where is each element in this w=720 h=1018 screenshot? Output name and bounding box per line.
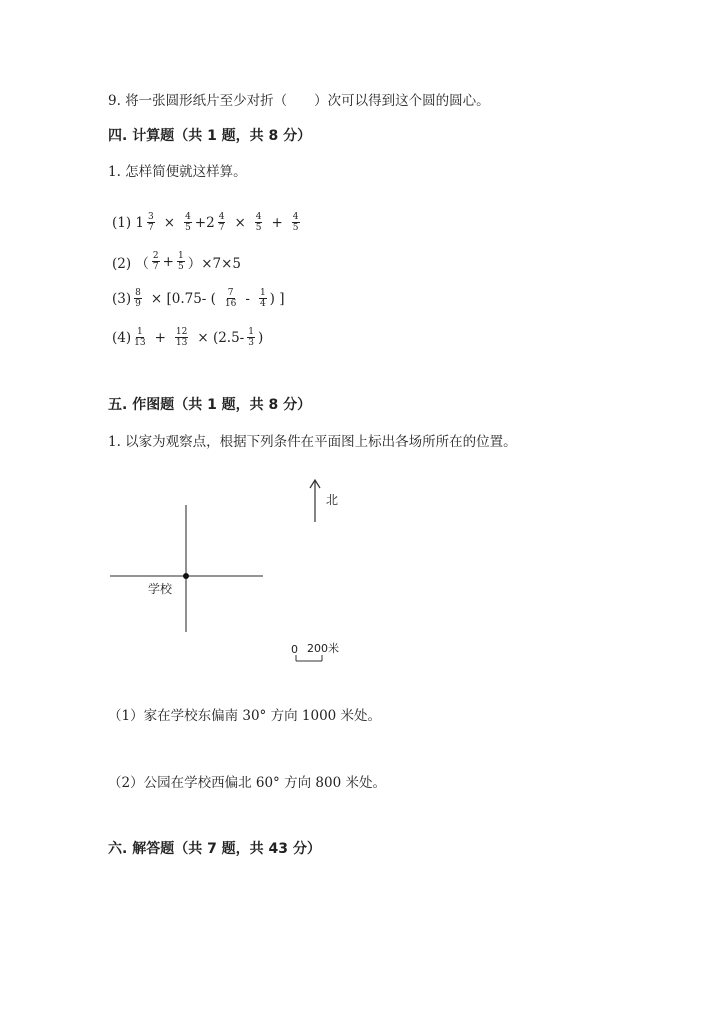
operator: ×	[234, 214, 246, 231]
school-point	[183, 573, 189, 579]
scale-zero: 0	[291, 643, 298, 656]
fraction: 12 13	[175, 327, 188, 348]
expr4-tail: )	[257, 329, 264, 346]
expr1-label: (1) 1	[112, 214, 145, 231]
operator: +	[162, 253, 174, 270]
operator: +	[271, 214, 283, 231]
section-4-heading: 四. 计算题（共 1 题，共 8 分）	[108, 128, 312, 144]
fraction: 4 5	[255, 212, 262, 233]
fraction: 3 7	[148, 212, 154, 233]
fraction: 1 13	[134, 327, 146, 348]
scale-bar	[296, 655, 322, 661]
expr3-label: (3)	[112, 290, 132, 307]
north-label: 北	[326, 493, 339, 507]
fraction: 7 16	[224, 288, 237, 309]
section-5-heading: 五. 作图题（共 1 题，共 8 分）	[108, 397, 312, 413]
fraction: 4 5	[185, 212, 191, 233]
fraction: 8 9	[135, 288, 141, 309]
school-label: 学校	[148, 582, 173, 596]
expr3-tail: ) ]	[269, 290, 285, 307]
section-5-question-1: 1. 以家为观察点，根据下列条件在平面图上标出各场所所在的位置。	[108, 434, 517, 450]
operator: -	[245, 290, 250, 307]
condition-1: （1）家在学校东偏南 30° 方向 1000 米处。	[108, 708, 382, 724]
condition-2: （2）公园在学校西偏北 60° 方向 800 米处。	[108, 775, 386, 791]
fraction: 4 5	[292, 212, 299, 233]
fraction: 4 7	[218, 212, 225, 233]
fraction: 2 7	[152, 251, 159, 272]
expr2-tail: ）×7×5	[187, 255, 242, 272]
question-9: 9. 将一张圆形纸片至少对折（ ）次可以得到这个圆的圆心。	[108, 93, 490, 109]
operator: ×	[163, 214, 176, 231]
scale-label: 200米	[307, 642, 339, 655]
expr4-label: (4)	[112, 329, 132, 346]
north-arrow	[310, 480, 320, 522]
expr3-mid: × [0.75- (	[150, 290, 216, 307]
fraction: $\frac{1}{5}$	[177, 251, 184, 272]
expr2-label: (2) （	[112, 255, 149, 272]
section-4-question-1: 1. 怎样简便就这样算。	[108, 164, 247, 180]
expr4-mid: × (2.5-	[197, 329, 245, 346]
fraction: 1 3	[248, 327, 254, 348]
operator: +	[154, 329, 166, 346]
section-6-heading: 六. 解答题（共 7 题，共 43 分）	[108, 841, 321, 857]
operator: +2	[194, 214, 215, 231]
fraction: 1 4	[259, 288, 266, 309]
